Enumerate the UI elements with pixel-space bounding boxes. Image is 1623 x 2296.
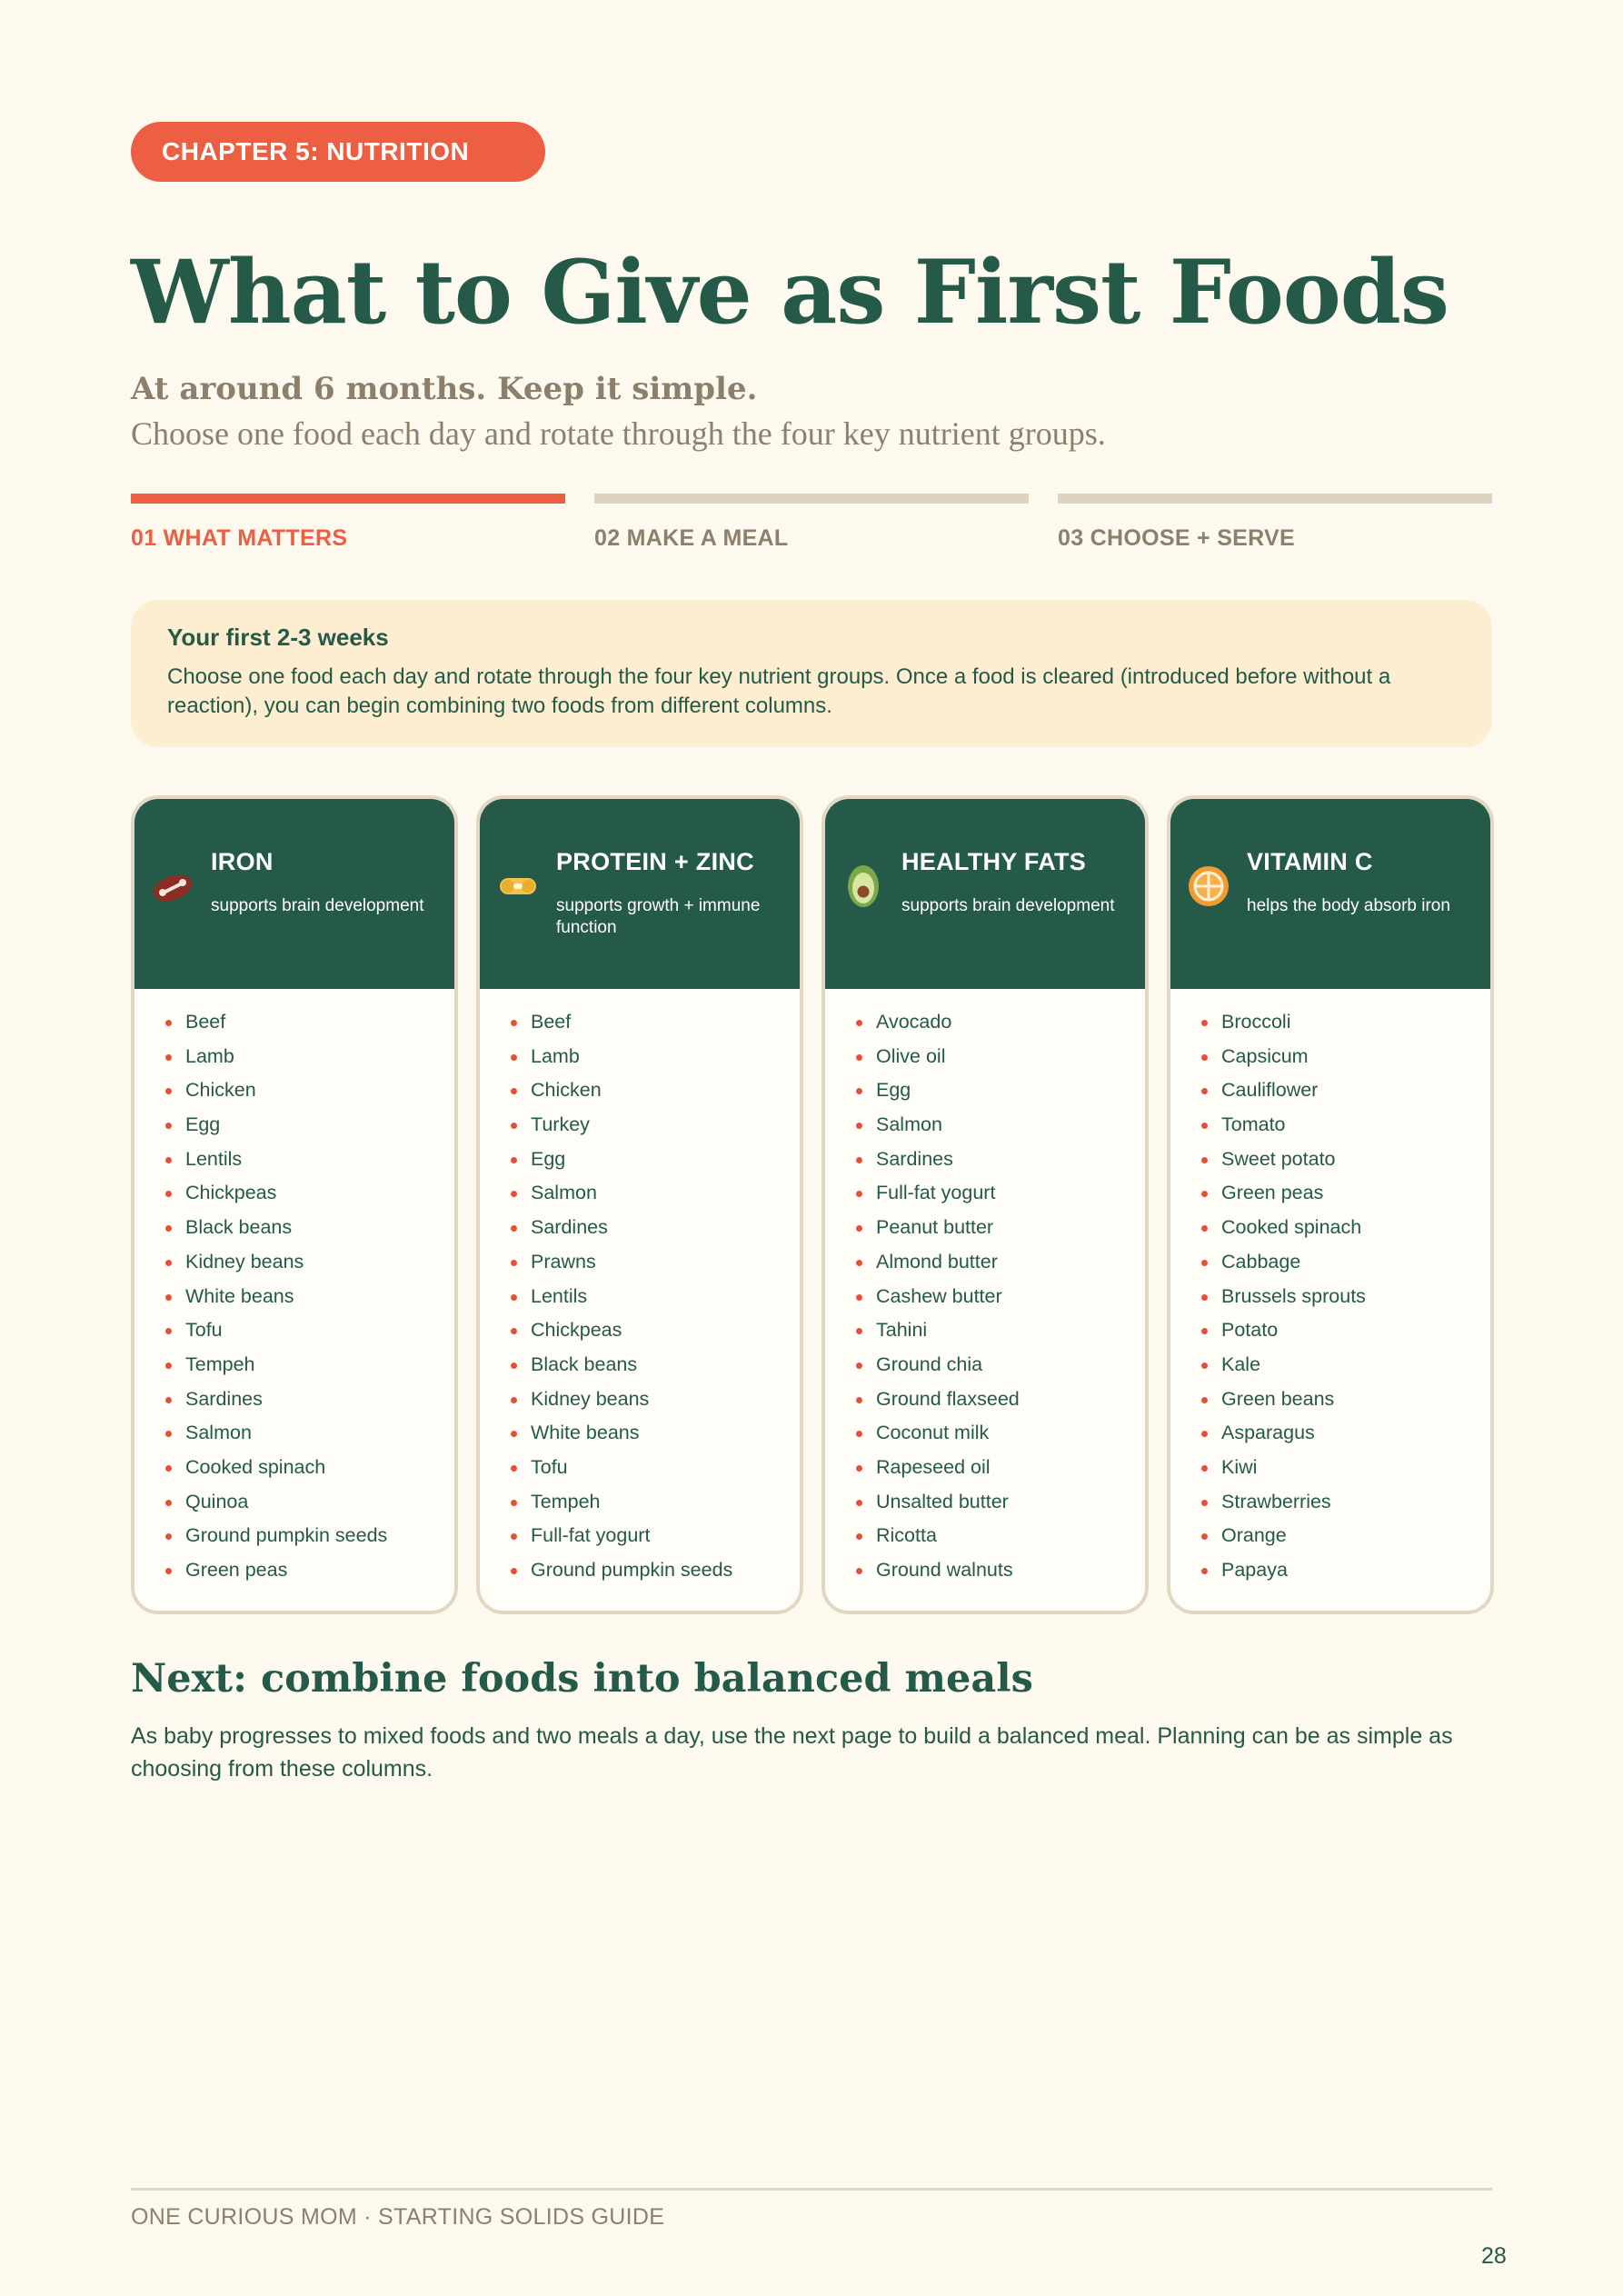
food-item: Black beans [134,1211,454,1245]
page-subtitle: At around 6 months. Keep it simple. [131,371,758,407]
food-item: Tempeh [480,1485,800,1520]
food-item: Papaya [1170,1553,1490,1588]
food-item: Turkey [480,1108,800,1143]
step-progress [131,494,1492,557]
page-intro: Choose one food each day and rotate through the four key nutrient groups. [131,415,1106,452]
food-item: Asparagus [1170,1416,1490,1451]
food-item: Tomato [1170,1108,1490,1143]
page-number: 28 [1481,2243,1507,2269]
food-item: Chickpeas [480,1313,800,1348]
nutrient-card-healthy-fats [821,795,1149,1614]
food-item: Egg [825,1073,1145,1108]
next-section-body: As baby progresses to mixed foods and two meals a day, use the next page to build a balanced meal. Planning can be as simple as choosing from these columns. [131,1723,1453,1782]
step-what-matters[interactable] [131,494,565,552]
food-item: Broccoli [1170,1005,1490,1040]
card-header [825,799,1145,989]
food-item: Beef [480,1005,800,1040]
food-item: Tofu [480,1451,800,1485]
card-description: supports growth + immune function [556,896,761,937]
food-item: White beans [480,1416,800,1451]
food-item: Quinoa [134,1485,454,1520]
food-item: Full-fat yogurt [480,1519,800,1553]
footer-divider [131,2188,1492,2191]
card-title: VITAMIN C [1247,848,1373,875]
food-item: Strawberries [1170,1485,1490,1520]
nutrient-card-protein-zinc [476,795,803,1614]
food-item: Kale [1170,1348,1490,1383]
callout-body: Choose one food each day and rotate through the four key nutrient groups. Once a food is cleared (introduced before without a reaction), you can begin combining two foods from different columns. [167,664,1391,718]
food-item: Prawns [480,1245,800,1280]
card-description: helps the body absorb iron [1247,896,1450,915]
food-item: White beans [134,1280,454,1314]
food-item: Sardines [134,1383,454,1417]
food-item: Green beans [1170,1383,1490,1417]
bean-icon [496,864,540,908]
first-weeks-callout [131,600,1492,747]
next-section-title: Next: combine foods into balanced meals [131,1656,1033,1702]
food-item: Cooked spinach [134,1451,454,1485]
food-item: Green peas [1170,1176,1490,1211]
food-item: Egg [134,1108,454,1143]
food-item: Ricotta [825,1519,1145,1553]
food-item: Kiwi [1170,1451,1490,1485]
food-item: Rapeseed oil [825,1451,1145,1485]
page-title: What to Give as First Foods [131,241,1449,344]
food-item: Ground walnuts [825,1553,1145,1588]
food-item: Cashew butter [825,1280,1145,1314]
food-item: Tahini [825,1313,1145,1348]
food-item: Cooked spinach [1170,1211,1490,1245]
food-item: Black beans [480,1348,800,1383]
food-item: Salmon [825,1108,1145,1143]
chapter-badge [131,122,545,182]
step-bar [594,494,1029,504]
food-item: Cabbage [1170,1245,1490,1280]
orange-slice-icon [1187,864,1230,908]
food-item: Salmon [134,1416,454,1451]
food-item: Capsicum [1170,1040,1490,1074]
chapter-label: CHAPTER 5: NUTRITION [162,137,470,165]
step-label: 02 MAKE A MEAL [594,525,789,551]
food-item: Brussels sprouts [1170,1280,1490,1314]
food-item: Olive oil [825,1040,1145,1074]
food-item: Beef [134,1005,454,1040]
food-item: Orange [1170,1519,1490,1553]
food-item: Full-fat yogurt [825,1176,1145,1211]
card-header [1170,799,1490,989]
food-item: Salmon [480,1176,800,1211]
step-label: 03 CHOOSE + SERVE [1058,525,1295,551]
food-item: Unsalted butter [825,1485,1145,1520]
footer-text: ONE CURIOUS MOM · STARTING SOLIDS GUIDE [131,2204,665,2230]
card-title: IRON [211,848,274,875]
step-bar [1058,494,1492,504]
steak-icon [151,864,194,908]
food-item: Lamb [480,1040,800,1074]
food-list [480,989,800,1588]
food-item: Peanut butter [825,1211,1145,1245]
food-list [134,989,454,1588]
card-title: PROTEIN + ZINC [556,848,754,875]
nutrient-card-vitamin-c [1167,795,1494,1614]
food-item: Kidney beans [134,1245,454,1280]
food-item: Sweet potato [1170,1143,1490,1177]
food-item: Egg [480,1143,800,1177]
card-header [134,799,454,989]
food-item: Potato [1170,1313,1490,1348]
card-header [480,799,800,989]
food-item: Ground pumpkin seeds [134,1519,454,1553]
food-item: Tofu [134,1313,454,1348]
card-title: HEALTHY FATS [901,848,1087,875]
step-choose-serve[interactable] [1058,494,1492,552]
food-item: Kidney beans [480,1383,800,1417]
food-item: Tempeh [134,1348,454,1383]
food-item: Lamb [134,1040,454,1074]
food-item: Lentils [480,1280,800,1314]
food-item: Almond butter [825,1245,1145,1280]
avocado-icon [841,864,885,908]
food-item: Lentils [134,1143,454,1177]
food-item: Chicken [480,1073,800,1108]
card-description: supports brain development [211,896,424,915]
food-item: Sardines [825,1143,1145,1177]
food-item: Chicken [134,1073,454,1108]
food-list [1170,989,1490,1588]
food-item: Avocado [825,1005,1145,1040]
food-item: Ground pumpkin seeds [480,1553,800,1588]
food-item: Cauliflower [1170,1073,1490,1108]
food-item: Ground chia [825,1348,1145,1383]
step-label: 01 WHAT MATTERS [131,525,348,551]
callout-title: Your first 2-3 weeks [167,624,389,651]
food-item: Ground flaxseed [825,1383,1145,1417]
food-item: Chickpeas [134,1176,454,1211]
step-make-a-meal[interactable] [594,494,1029,552]
card-description: supports brain development [901,896,1115,915]
food-list [825,989,1145,1588]
food-item: Coconut milk [825,1416,1145,1451]
step-bar [131,494,565,504]
food-item: Green peas [134,1553,454,1588]
food-item: Sardines [480,1211,800,1245]
nutrient-card-iron [131,795,458,1614]
